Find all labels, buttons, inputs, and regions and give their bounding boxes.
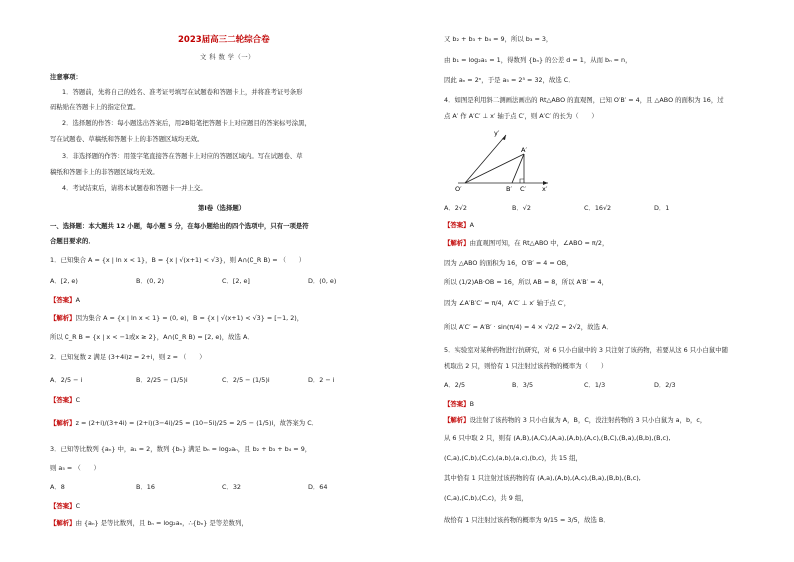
label-o: O′ [455,185,462,193]
oblique-projection-figure [454,125,554,193]
right-angle-mark [520,179,524,183]
question-3-stem: 则 a₅ = （ ） [50,464,100,472]
q5-answer: B [469,400,474,408]
q3-analysis-cont: 又 b₂ + b₃ + b₄ = 9，所以 b₃ = 3， [444,35,553,43]
section-intro: 合题目要求的． [50,237,95,245]
question-4-stem: 4．如图是利用斜二测画法画出的 Rt△ABO 的直观图，已知 O′B′ = 4，且 △ABO 的面积为 16，过 [444,96,724,104]
q3-answer: C [75,502,81,510]
q5-analysis-label: 【解析】 [444,416,470,424]
question-5-stem: 5．实验室对某种药物进行抗研究，对 6 只小白鼠中的 3 只注射了该药物，若要从这 6 只小白鼠中随 [444,346,729,354]
exam-subtitle: 文 科 数 学（一） [200,53,255,61]
q4-analysis-line: 因为 △ABO 的面积为 16，O′B′ = 4 = OB， [444,259,573,267]
q2-answer-label: 【答案】 [50,396,76,404]
q5-option-b: B．3/5 [512,381,534,389]
q2-option-d: D．2 − i [308,376,335,384]
q5-answer-label: 【答案】 [444,400,470,408]
q4-analysis-line: 所以 A′C′ = A′B′ · sin(π/4) = 4 × √2/2 = 2√2，故选 A． [444,323,613,331]
notice-line: 稿纸和答题卡上的非答题区域均无效。 [50,168,159,176]
q1-option-a: A．[2, e) [50,277,78,285]
left-column [50,0,410,562]
q2-option-c: C．2/5 − (1/5)i [222,376,270,384]
q1-analysis: 因为集合 A = {x | ln x < 1} = (0, e)，B = {x | √(x+1) < √3} = [−1, 2)， [75,314,304,322]
q3-option-d: D．64 [308,483,328,491]
q5-analysis-line: 故恰有 1 只注射过该药物的概率为 9/15 = 3/5，故选 B． [444,516,610,524]
q3-analysis-cont: 因此 aₙ = 2ⁿ，于是 a₅ = 2⁵ = 32，故选 C． [444,76,575,84]
q4-answer: A [469,221,474,229]
q4-option-b: B．√2 [512,204,531,212]
notice-line: 码粘贴在答题卡上的指定位置。 [50,103,140,111]
q1-analysis-label: 【解析】 [50,314,76,322]
q5-analysis: 设注射了该药物的 3 只小白鼠为 A，B，C，没注射药物的 3 只小白鼠为 a，b，c， [469,416,707,424]
q5-option-c: C．1/3 [584,381,606,389]
notice-heading: 注意事项： [50,73,82,81]
question-2-stem: 2．已知复数 z 满足 (3+4i)z = 2+i，则 z = （ ） [50,353,206,361]
notice-line: 2．选择题的作答：每小题选出答案后，用2B铅笔把答题卡上对应题目的答案标号涂黑， [62,119,311,127]
notice-line: 4．考试结束后，请将本试题卷和答题卡一并上交。 [62,184,207,192]
q2-option-b: B．2/25 − (1/5)i [136,376,188,384]
q1-answer: A [75,296,80,304]
section-title: 第Ⅰ卷（选择题） [198,204,246,212]
q4-option-c: C．16√2 [584,204,612,212]
q3-analysis-label: 【解析】 [50,519,76,527]
q3-option-a: A．8 [50,483,65,491]
section-intro: 一、选择题：本大题共 12 小题，每小题 5 分，在每小题给出的四个选项中，只有一项是符 [50,222,309,230]
q2-analysis: z = (2+i)/(3+4i) = (2+i)(3−4i)/25 = (10−5i)/25 = 2/5 − (1/5)i，故答案为 C． [75,419,319,427]
q1-answer-label: 【答案】 [50,296,76,304]
notice-line: 写在试题卷、草稿纸和答题卡上的非答题区域均无效。 [50,135,204,143]
segment-ab [512,154,524,183]
label-c: C′ [520,185,527,193]
segment-oa [465,154,524,183]
q3-option-b: B．16 [136,483,155,491]
question-1-stem: 1．已知集合 A = {x | ln x < 1}，B = {x | √(x+1) < √3}，则 A∩(∁_R B) = （ ） [50,256,306,264]
q5-analysis-line: (C,a),(C,b),(C,c),(a,b),(a,c),(b,c)，共 15 组， [444,454,582,462]
question-5-stem: 机取出 2 只，则恰有 1 只注射过该药物的概率为（ ） [444,362,608,370]
q5-option-a: A．2/5 [444,381,466,389]
q5-option-d: D．2/3 [654,381,676,389]
q3-analysis: 由 {aₙ} 是等比数列，且 bₙ = log₂aₙ，∴{bₙ} 是等差数列， [75,519,248,527]
q4-analysis-line: 因为 ∠A′B′C′ = π/4，A′C′ ⊥ x′ 轴于点 C′， [444,299,571,307]
q5-analysis-line: 从 6 只中取 2 只，则有 (A,B),(A,C),(A,a),(A,b),(A,c),(B,C),(B,a),(B,b),(B,c), [444,434,671,442]
q3-answer-label: 【答案】 [50,502,76,510]
q3-option-c: C．32 [222,483,241,491]
label-b: B′ [506,185,512,193]
label-a: A′ [521,146,527,154]
q4-analysis-label: 【解析】 [444,239,470,247]
q1-analysis-line: 所以 ∁_R B = {x | x < −1或x ≥ 2}，A∩(∁_R B) = [2, e)，故选 A． [50,333,254,341]
label-x: x′ [542,185,548,193]
q3-analysis-cont: 由 b₁ = log₂a₁ = 1，得数列 {bₙ} 的公差 d = 1，从而 bₙ = n， [444,56,632,64]
q2-option-a: A．2/5 − i [50,376,83,384]
q4-answer-label: 【答案】 [444,221,470,229]
notice-line: 3．非选择题的作答：用签字笔直接答在答题卡上对应的答题区域内。写在试题卷、草 [62,152,303,160]
q5-analysis-line: 其中恰有 1 只注射过该药物的有 (A,a),(A,b),(A,c),(B,a),(B,b),(B,c), [444,474,641,482]
q5-analysis-line: (C,a),(C,b),(C,c)，共 9 组， [444,494,528,502]
q1-option-c: C．[2, e] [222,277,250,285]
y-axis-line [465,135,506,183]
q1-option-b: B．(0, 2) [136,277,164,285]
q1-option-d: D．(0, e) [308,277,337,285]
q2-answer: C [75,396,81,404]
right-column [444,0,794,562]
label-y: y′ [494,129,500,137]
q4-analysis: 由直观图可知，在 Rt△ABO 中，∠ABO = π/2， [469,239,609,247]
q4-analysis-line: 所以 (1/2)AB·OB = 16，所以 AB = 8，所以 A′B′ = 4， [444,278,609,286]
question-3-stem: 3．已知等比数列 {aₙ} 中，a₁ = 2，数列 {bₙ} 满足 bₙ = log₂aₙ，且 b₂ + b₃ + b₄ = 9， [50,445,312,453]
question-4-stem: 点 A′ 作 A′C′ ⊥ x′ 轴于点 C′，则 A′C′ 的长为（ ） [444,112,598,120]
q4-option-a: A．2√2 [444,204,467,212]
notice-line: 1．答题前，先将自己的姓名、准考证号填写在试题卷和答题卡上，并将准考证号条形 [62,88,303,96]
q2-analysis-label: 【解析】 [50,419,76,427]
q4-option-d: D．1 [654,204,670,212]
exam-title: 2023届高三二轮综合卷 [178,35,270,45]
